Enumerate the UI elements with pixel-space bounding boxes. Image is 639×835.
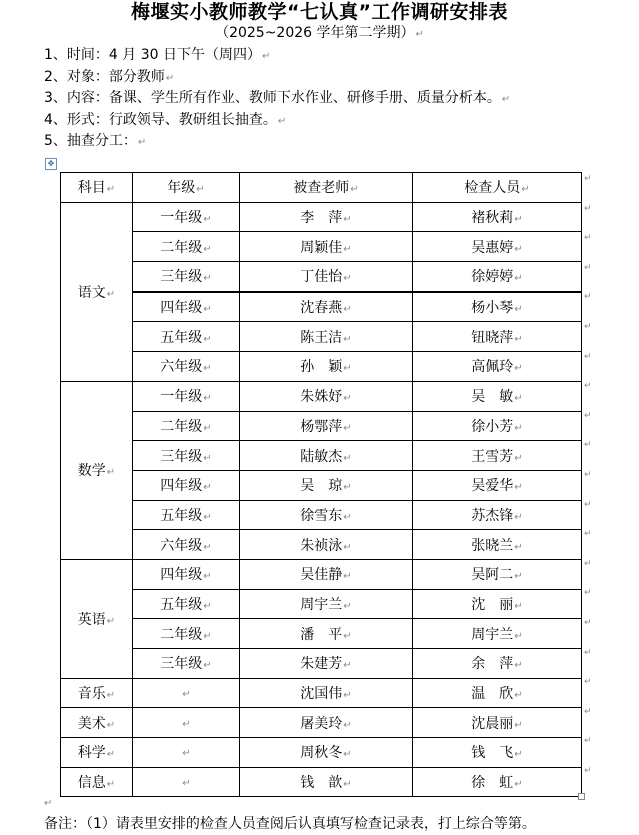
cell-end-mark: ↵ bbox=[106, 288, 116, 300]
grade-cell bbox=[133, 767, 240, 797]
grade-cell bbox=[133, 678, 240, 708]
grade-cell bbox=[133, 708, 240, 738]
inspector-cell: 褚秋莉↵ bbox=[413, 202, 582, 232]
header-cell: 检查人员↵ bbox=[413, 173, 582, 203]
row-end-mark: ↵ bbox=[584, 351, 592, 362]
cell-end-mark: ↵ bbox=[203, 273, 212, 285]
cell-end-mark: ↵ bbox=[182, 689, 191, 701]
inspector-cell: 王雪芳↵ bbox=[413, 441, 582, 471]
cell-end-mark: ↵ bbox=[343, 511, 352, 523]
header-cell: 年级↵ bbox=[133, 173, 240, 203]
info-item: 5、抽查分工：↵ bbox=[44, 133, 147, 150]
grade-cell: 四年级↵ bbox=[133, 470, 240, 500]
cell-end-mark: ↵ bbox=[343, 333, 352, 345]
table-row bbox=[61, 322, 582, 352]
cell-end-mark: ↵ bbox=[106, 749, 116, 761]
teacher-cell: 屠美玲↵ bbox=[240, 708, 413, 738]
subject-cell: 音乐↵ bbox=[61, 678, 133, 708]
cell-end-mark: ↵ bbox=[514, 660, 523, 672]
inspector-cell: 温 欣↵ bbox=[413, 678, 582, 708]
subject-cell: 科学↵ bbox=[61, 738, 133, 768]
cell-end-mark: ↵ bbox=[203, 304, 212, 316]
table-row bbox=[61, 619, 582, 649]
row-end-mark: ↵ bbox=[584, 470, 592, 480]
info-list bbox=[44, 45, 634, 153]
cell-end-mark: ↵ bbox=[514, 304, 523, 316]
table-row bbox=[61, 352, 582, 382]
cell-end-mark: ↵ bbox=[182, 718, 191, 730]
grade-cell: 一年级↵ bbox=[133, 202, 240, 232]
cell-end-mark: ↵ bbox=[203, 630, 212, 642]
row-end-mark: ↵ bbox=[584, 736, 592, 747]
cell-end-mark: ↵ bbox=[182, 778, 191, 790]
row-end-mark: ↵ bbox=[584, 233, 592, 244]
grade-cell: 三年级↵ bbox=[133, 649, 240, 679]
row-end-mark: ↵ bbox=[584, 292, 592, 303]
subject-cell: 英语↵ bbox=[61, 559, 133, 678]
teacher-cell: 朱建芳↵ bbox=[240, 649, 413, 679]
table-row bbox=[61, 530, 582, 560]
cell-end-mark: ↵ bbox=[514, 452, 523, 464]
paragraph-mark: ↵ bbox=[501, 94, 511, 106]
table-row bbox=[61, 500, 582, 530]
table-body bbox=[61, 202, 582, 797]
teacher-cell: 沈春燕↵ bbox=[240, 292, 413, 322]
inspector-cell: 吴爱华↵ bbox=[413, 470, 582, 500]
teacher-cell: 杨鄂萍↵ bbox=[240, 411, 413, 441]
row-end-mark: ↵ bbox=[584, 588, 592, 599]
teacher-cell: 徐雪东↵ bbox=[240, 500, 413, 530]
grade-cell: 五年级↵ bbox=[133, 500, 240, 530]
teacher-cell: 周秋冬↵ bbox=[240, 738, 413, 768]
cell-end-mark: ↵ bbox=[106, 719, 116, 731]
cell-end-mark: ↵ bbox=[514, 243, 523, 255]
grade-cell: 二年级↵ bbox=[133, 232, 240, 262]
inspector-cell: 沈晨丽↵ bbox=[413, 708, 582, 738]
row-end-mark: ↵ bbox=[584, 381, 592, 392]
grade-cell: 五年级↵ bbox=[133, 589, 240, 619]
paragraph-mark: ↵ bbox=[44, 798, 53, 809]
inspector-cell: 徐小芳↵ bbox=[413, 411, 582, 441]
header-cell: 科目↵ bbox=[61, 173, 133, 203]
cell-end-mark: ↵ bbox=[343, 363, 352, 375]
paragraph-mark: ↵ bbox=[415, 29, 424, 40]
cell-end-mark: ↵ bbox=[203, 243, 212, 255]
cell-end-mark: ↵ bbox=[514, 363, 523, 375]
cell-end-mark: ↵ bbox=[343, 482, 352, 494]
teacher-cell: 朱祯泳↵ bbox=[240, 530, 413, 560]
teacher-cell: 钱 歆↵ bbox=[240, 767, 413, 797]
cell-end-mark: ↵ bbox=[196, 184, 205, 196]
table-header-row bbox=[61, 173, 582, 203]
schedule-table bbox=[60, 172, 582, 797]
cell-end-mark: ↵ bbox=[203, 393, 212, 405]
row-end-mark: ↵ bbox=[584, 440, 592, 451]
cell-end-mark: ↵ bbox=[514, 511, 523, 523]
inspector-cell: 沈 丽↵ bbox=[413, 589, 582, 619]
cell-end-mark: ↵ bbox=[203, 422, 212, 434]
cell-end-mark: ↵ bbox=[514, 690, 523, 702]
inspector-cell: 高佩玲↵ bbox=[413, 352, 582, 382]
info-item: 1、时间：4 月 30 日下午（周四）↵ bbox=[44, 47, 271, 63]
cell-end-mark: ↵ bbox=[106, 184, 116, 196]
cell-end-mark: ↵ bbox=[343, 214, 352, 226]
note-text: 备注：（1）请表里安排的检查人员查阅后认真填写检查记录表，打上综合等第。 bbox=[44, 816, 536, 832]
cell-end-mark: ↵ bbox=[343, 630, 352, 642]
cell-end-mark: ↵ bbox=[343, 304, 352, 316]
cell-end-mark: ↵ bbox=[343, 779, 352, 791]
cell-end-mark: ↵ bbox=[203, 333, 212, 345]
cell-end-mark: ↵ bbox=[343, 600, 352, 612]
cell-end-mark: ↵ bbox=[514, 630, 523, 642]
table-row bbox=[61, 649, 582, 679]
table-row bbox=[61, 232, 582, 262]
cell-end-mark: ↵ bbox=[343, 719, 352, 731]
cell-end-mark: ↵ bbox=[106, 779, 116, 791]
info-item: 3、内容：备课、学生所有作业、教师下水作业、研修手册、质量分析本。↵ bbox=[44, 90, 511, 107]
cell-end-mark: ↵ bbox=[203, 660, 212, 672]
row-end-mark: ↵ bbox=[584, 558, 592, 569]
cell-end-mark: ↵ bbox=[514, 600, 523, 612]
cell-end-mark: ↵ bbox=[106, 690, 116, 702]
cell-end-mark: ↵ bbox=[106, 467, 116, 479]
grade-cell bbox=[133, 738, 240, 768]
inspector-cell: 杨小琴↵ bbox=[413, 292, 582, 322]
row-end-mark: ↵ bbox=[584, 322, 592, 332]
teacher-cell: 吴佳静↵ bbox=[240, 559, 413, 589]
cell-end-mark: ↵ bbox=[343, 541, 352, 553]
teacher-cell: 沈国伟↵ bbox=[240, 678, 413, 708]
teacher-cell: 周宇兰↵ bbox=[240, 589, 413, 619]
cell-end-mark: ↵ bbox=[343, 571, 352, 583]
row-end-mark: ↵ bbox=[584, 677, 592, 688]
grade-cell: 六年级↵ bbox=[133, 352, 240, 382]
table-move-handle-icon[interactable]: ✥ bbox=[45, 158, 57, 170]
teacher-cell: 周颖佳↵ bbox=[240, 232, 413, 262]
grade-cell: 六年级↵ bbox=[133, 530, 240, 560]
row-end-mark: ↵ bbox=[584, 706, 592, 717]
cell-end-mark: ↵ bbox=[350, 184, 359, 196]
cell-end-mark: ↵ bbox=[106, 615, 116, 627]
cell-end-mark: ↵ bbox=[514, 422, 523, 434]
subject-cell: 美术↵ bbox=[61, 708, 133, 738]
grade-cell: 一年级↵ bbox=[133, 381, 240, 411]
row-end-mark: ↵ bbox=[584, 499, 592, 510]
cell-end-mark: ↵ bbox=[514, 779, 523, 791]
grade-cell: 四年级↵ bbox=[133, 559, 240, 589]
header-cell: 被查老师↵ bbox=[240, 173, 413, 203]
row-end-mark: ↵ bbox=[584, 410, 592, 421]
cell-end-mark: ↵ bbox=[514, 393, 523, 405]
paragraph-mark: ↵ bbox=[277, 115, 287, 127]
grade-cell: 五年级↵ bbox=[133, 322, 240, 352]
cell-end-mark: ↵ bbox=[203, 214, 212, 226]
cell-end-mark: ↵ bbox=[514, 541, 523, 553]
teacher-cell: 丁佳怡↵ bbox=[240, 262, 413, 292]
grade-cell: 二年级↵ bbox=[133, 411, 240, 441]
cell-end-mark: ↵ bbox=[514, 482, 523, 494]
cell-end-mark: ↵ bbox=[514, 571, 523, 583]
table-row bbox=[61, 411, 582, 441]
info-item: 4、形式：行政领导、教研组长抽查。↵ bbox=[44, 111, 287, 128]
teacher-cell: 陈王洁↵ bbox=[240, 322, 413, 352]
inspector-cell: 钱 飞↵ bbox=[413, 738, 582, 768]
inspector-cell: 钮晓萍↵ bbox=[413, 322, 582, 352]
inspector-cell: 苏杰锋↵ bbox=[413, 500, 582, 530]
cell-end-mark: ↵ bbox=[343, 243, 352, 255]
table-resize-handle[interactable] bbox=[578, 793, 585, 800]
row-end-mark: ↵ bbox=[584, 529, 592, 540]
paragraph-mark: ↵ bbox=[261, 51, 271, 62]
cell-end-mark: ↵ bbox=[203, 482, 212, 494]
subject-cell: 语文↵ bbox=[61, 202, 133, 381]
cell-end-mark: ↵ bbox=[514, 719, 523, 731]
paragraph-mark: ↵ bbox=[165, 72, 175, 84]
teacher-cell: 陆敏杰↵ bbox=[240, 441, 413, 471]
table-row bbox=[61, 292, 582, 322]
cell-end-mark: ↵ bbox=[203, 571, 212, 583]
table-row bbox=[61, 767, 582, 797]
cell-end-mark: ↵ bbox=[203, 363, 212, 375]
cell-end-mark: ↵ bbox=[343, 749, 352, 761]
teacher-cell: 孙 颖↵ bbox=[240, 352, 413, 382]
info-item: 2、对象：部分教师↵ bbox=[44, 68, 175, 85]
inspector-cell: 徐 虹↵ bbox=[413, 767, 582, 797]
row-end-mark: ↵ bbox=[584, 262, 592, 273]
cell-end-mark: ↵ bbox=[514, 273, 523, 285]
cell-end-mark: ↵ bbox=[343, 452, 352, 464]
row-end-mark: ↵ bbox=[584, 174, 592, 184]
inspector-cell: 周宇兰↵ bbox=[413, 619, 582, 649]
table-row bbox=[61, 589, 582, 619]
cell-end-mark: ↵ bbox=[203, 600, 212, 612]
cell-end-mark: ↵ bbox=[343, 690, 352, 702]
cell-end-mark: ↵ bbox=[203, 452, 212, 464]
teacher-cell: 吴 琼↵ bbox=[240, 470, 413, 500]
table-row bbox=[61, 708, 582, 738]
cell-end-mark: ↵ bbox=[514, 333, 523, 345]
page-subtitle: （2025~2026 学年第二学期）↵ bbox=[215, 25, 424, 41]
row-end-mark: ↵ bbox=[584, 618, 592, 628]
cell-end-mark: ↵ bbox=[343, 273, 352, 285]
cell-end-mark: ↵ bbox=[343, 393, 352, 405]
table-row bbox=[61, 202, 582, 232]
row-end-mark: ↵ bbox=[584, 203, 592, 214]
table-row bbox=[61, 470, 582, 500]
table-row bbox=[61, 738, 582, 768]
grade-cell: 三年级↵ bbox=[133, 441, 240, 471]
subject-cell: 数学↵ bbox=[61, 381, 133, 559]
grade-cell: 二年级↵ bbox=[133, 619, 240, 649]
cell-end-mark: ↵ bbox=[182, 748, 191, 760]
cell-end-mark: ↵ bbox=[514, 214, 523, 226]
table-row bbox=[61, 441, 582, 471]
cell-end-mark: ↵ bbox=[203, 511, 212, 523]
table-row bbox=[61, 559, 582, 589]
teacher-cell: 朱姝妤↵ bbox=[240, 381, 413, 411]
grade-cell: 三年级↵ bbox=[133, 262, 240, 292]
inspector-cell: 吴 敏↵ bbox=[413, 381, 582, 411]
row-end-mark: ↵ bbox=[584, 766, 592, 776]
inspector-cell: 徐婷婷↵ bbox=[413, 262, 582, 292]
teacher-cell: 李 萍↵ bbox=[240, 202, 413, 232]
cell-end-mark: ↵ bbox=[521, 184, 530, 196]
inspector-cell: 余 萍↵ bbox=[413, 649, 582, 679]
cell-end-mark: ↵ bbox=[203, 541, 212, 553]
paragraph-mark: ↵ bbox=[137, 137, 147, 149]
table-row bbox=[61, 381, 582, 411]
inspector-cell: 吴阿二↵ bbox=[413, 559, 582, 589]
inspector-cell: 张晓兰↵ bbox=[413, 530, 582, 560]
page-title: 梅堰实小教师教学“七认真”工作调研安排表 bbox=[131, 1, 508, 23]
subject-cell: 信息↵ bbox=[61, 767, 133, 797]
cell-end-mark: ↵ bbox=[343, 660, 352, 672]
cell-end-mark: ↵ bbox=[514, 749, 523, 761]
cell-end-mark: ↵ bbox=[343, 422, 352, 434]
teacher-cell: 潘 平↵ bbox=[240, 619, 413, 649]
grade-cell: 四年级↵ bbox=[133, 292, 240, 322]
table-row bbox=[61, 262, 582, 292]
row-end-mark: ↵ bbox=[584, 647, 592, 658]
inspector-cell: 吴惠婷↵ bbox=[413, 232, 582, 262]
table-row bbox=[61, 678, 582, 708]
